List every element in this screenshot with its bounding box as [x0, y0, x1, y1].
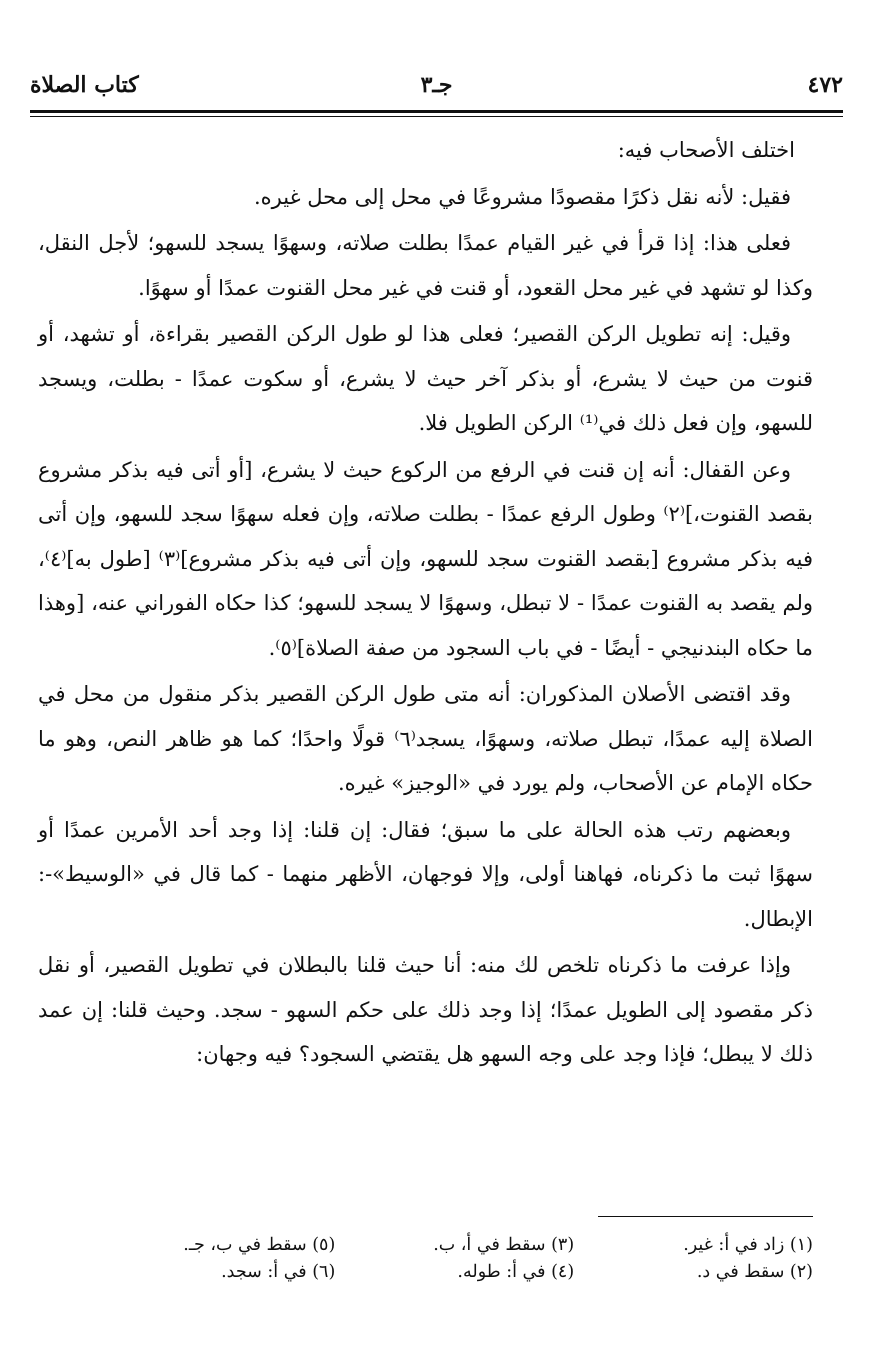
footnote-item: (٤) في أ: طوله. [457, 1262, 575, 1282]
footnote-item: (٣) سقط في أ، ب. [433, 1235, 575, 1255]
paragraph: وعن القفال: أنه إن قنت في الرفع من الركوع حيث لا يشرع، [أو أتى فيه بذكر مشروع بقصد القنوت،]⁽٢⁾ وطول الرفع عمدًا - بطلت صلاته، وإن فعله سهوًا سجد للسهو، وإن أتى فيه بذكر مشروع [بقصد القنوت سجد للسهو، وإن أتى فيه بذكر مشروع]⁽٣⁾ [طول به]⁽٤⁾، ولم يقصد به القنوت عمدًا - لا تبطل، وسهوًا لا يسجد للسهو؛ كذا حكاه الفوراني عنه، [وهذا ما حكاه البندنيجي - أيضًا - في باب السجود من صفة الصلاة]⁽٥⁾. [38, 457, 813, 660]
paragraph: وقد اقتضى الأصلان المذكوران: أنه متى طول الركن القصير بذكر منقول من محل في الصلاة إليه عمدًا، تبطل صلاته، وسهوًا، يسجد⁽٦⁾ قولًا واحدًا؛ كما هو ظاهر النص، وهو ما حكاه الإمام عن الأصحاب، ولم يورد في «الوجيز» غيره. [38, 682, 813, 795]
paragraph: وبعضهم رتب هذه الحالة على ما سبق؛ فقال: إن قلنا: إذا وجد أحد الأمرين عمدًا أو سهوًا ثبت ما ذكرناه، فهاهنا أولى، وإلا فوجهان، الأظهر منهما - كما قال في «الوسيط»-: الإبطال. [38, 817, 813, 931]
footnote-item: (٢) سقط في د. [696, 1262, 813, 1282]
footnote-separator [598, 1216, 813, 1217]
paragraph: فقيل: لأنه نقل ذكرًا مقصودًا مشروعًا في محل إلى محل غيره. [254, 184, 791, 209]
paragraph: اختلف الأصحاب فيه: [617, 138, 795, 162]
footnote-item: (٦) في أ: سجد. [221, 1262, 336, 1282]
paragraph: وإذا عرفت ما ذكرناه تلخص لك منه: أنا حيث قلنا بالبطلان في تطويل القصير، أو نقل ذكر مقصود إلى الطويل عمدًا؛ إذا وجد ذلك على حكم السهو - سجد. وحيث قلنا: إن عمد ذلك لا يبطل؛ فإذا وجد على وجه السهو هل يقتضي السجود؟ فيه وجهان: [38, 953, 813, 1066]
footnotes [100, 1232, 813, 1286]
page-number: ٤٧٢ [807, 72, 843, 98]
volume-label: جـ٣ [420, 72, 453, 98]
footnote-item: (٥) سقط في ب، جـ. [183, 1235, 336, 1255]
header-rule-thick [30, 110, 843, 113]
book-title: كتاب الصلاة [30, 72, 139, 98]
main-text [38, 128, 813, 1079]
footnote-item: (١) زاد في أ: غير. [683, 1235, 813, 1255]
page-header [30, 72, 843, 106]
header-rule-thin [30, 116, 843, 117]
paragraph: وقيل: إنه تطويل الركن القصير؛ فعلى هذا لو طول الركن القصير بقراءة، أو تشهد، أو قنوت من حيث لا يشرع، أو بذكر آخر حيث لا يشرع، أو سكوت عمدًا - بطلت، ويسجد للسهو، وإن فعل ذلك في⁽¹⁾ الركن الطويل فلا. [38, 322, 813, 435]
paragraph: فعلى هذا: إذا قرأ في غير القيام عمدًا بطلت صلاته، وسهوًا يسجد للسهو؛ لأجل النقل، وكذا لو تشهد في غير محل القعود، أو قنت في غير محل القنوت عمدًا أو سهوًا. [38, 231, 813, 300]
footnote-row [100, 1232, 813, 1259]
footnote-row [100, 1259, 813, 1286]
